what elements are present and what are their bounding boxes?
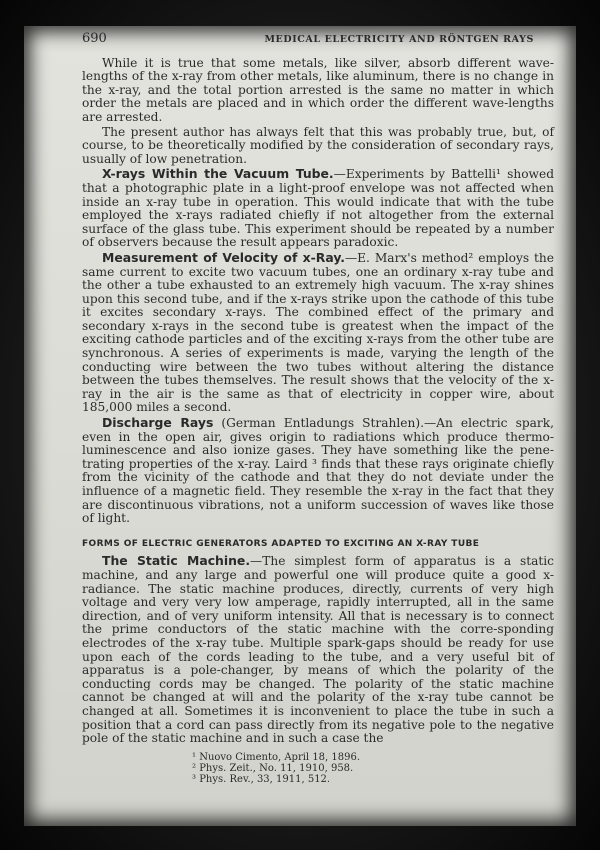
page-content — [82, 32, 554, 785]
paragraph-static-machine — [82, 554, 554, 745]
subheading-discharge-rays: Discharge Rays — [102, 415, 214, 431]
paragraph-body: (German Entladungs Strahlen).—An electric spark, even in the open air, gives origin to radiations which produce thermo-luminescence and also ionize gases. They have something like the pene-trating properties of the x-ray. Laird ³ finds that these rays originate chiefly from the vicinity of the cathode and that they do not deviate under the influence of a magnetic field. They resemble the x-ray in the fact that they are discontinuous vibrations, not a uniform succession of waves like those of light. — [82, 416, 554, 526]
paragraph-metals: While it is true that some metals, like silver, absorb different wave-lengths of the x-ray from other metals, like aluminum, there is no change in the x-ray, and the total portion arrested is the same no matter in which order the metals are placed and in which order the different wave-lengths are arrested. — [82, 55, 554, 124]
paragraph-discharge-rays — [82, 416, 554, 526]
page-number: 690 — [82, 31, 107, 46]
footnote: ² Phys. Zeit., No. 11, 1910, 958. — [192, 762, 354, 774]
running-title: MEDICAL ELECTRICITY AND RÖNTGEN RAYS — [264, 34, 534, 45]
paragraph-body: —The simplest form of apparatus is a static machine, and any large and powerful one will produce quite a good x-radiance. The static machine produces, directly, currents of very high voltage and very very low amperage, rapidly interrupted, all in the same direction, and of very uniform intensity. All that is necessary is to connect the prime conductors of the static machine with the corre-sponding electrodes of the x-ray tube. Multiple spark-gaps should be ready for use upon each of the cords leading to the tube, and a very useful bit of apparatus is a pole-changer, by means of which the polarity of the conducting cords may be changed. The polarity of the static machine cannot be changed at will and the polarity of the x-ray tube cannot be changed at all. Sometimes it is inconvenient to place the tube in such a position that a cord can pass directly from its negative pole to the negative pole of the static machine and in such a case the — [82, 554, 554, 746]
paragraph-author-opinion: The present author has always felt that this was probably true, but, of course, to be theoretically modified by the consideration of secondary rays, usually of low penetration. — [82, 124, 554, 166]
running-head — [82, 32, 554, 47]
footnotes — [82, 752, 554, 785]
book-page — [24, 26, 576, 826]
subheading-static-machine: The Static Machine. — [102, 553, 251, 569]
paragraph-body: —Experiments by Battelli¹ showed that a photographic plate in a light-proof envelope was not affected when inside an x-ray tube in operation. This would indicate that with the tube employed the x-rays radiated chiefly if not altogether from the external surface of the glass tube. This experiment should be repeated by a number of observers because the result appears paradoxic. — [82, 167, 554, 250]
subheading-xrays-vacuum-tube: X-rays Within the Vacuum Tube. — [102, 166, 334, 182]
paragraph-body: —E. Marx's method² employs the same current to excite two vacuum tubes, one an ordinary x-ray tube and the other a tube exhausted to an extremely high vacuum. The x-ray shines upon this second tube, and if the x-rays strike upon the cathode of this tube it excites secondary x-rays. The combined effect of the primary and secondary x-rays in the second tube is greatest when the impact of the exciting cathode particles and of the exciting x-rays from the other tube are synchronous. A series of experiments is made, varying the length of the conducting wire between the two tubes without altering the distance between the tubes themselves. The result shows that the velocity of the x-ray in the air is the same as that of electricity in copper wire, about 185,000 miles a second. — [82, 250, 554, 415]
paragraph-velocity — [82, 251, 554, 415]
paragraph-xrays-vacuum-tube — [82, 167, 554, 250]
section-heading: FORMS OF ELECTRIC GENERATORS ADAPTED TO EXCITING AN X-RAY TUBE — [82, 538, 480, 549]
footnote: ¹ Nuovo Cimento, April 18, 1896. — [192, 751, 361, 763]
subheading-velocity: Measurement of Velocity of x-Ray. — [102, 249, 345, 265]
footnote: ³ Phys. Rev., 33, 1911, 512. — [192, 773, 331, 785]
